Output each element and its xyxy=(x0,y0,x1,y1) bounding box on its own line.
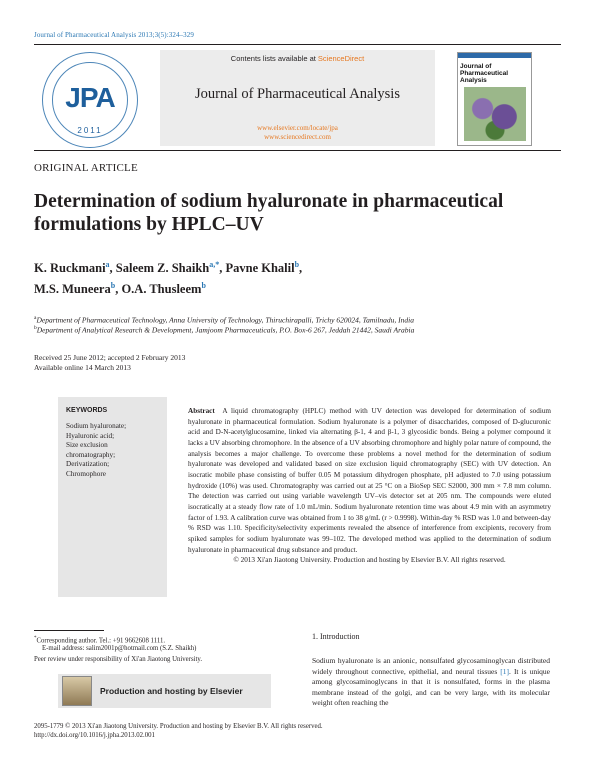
keyword: Size exclusion xyxy=(66,441,108,449)
footnote-rule xyxy=(34,630,104,631)
corresponding-text: Corresponding author. Tel.: +91 9662608 1111. xyxy=(36,637,166,645)
keywords-list xyxy=(66,422,161,479)
affiliation-mark: b xyxy=(34,325,37,331)
journal-title: Journal of Pharmaceutical Analysis xyxy=(195,86,400,102)
peer-review-note: Peer review under responsibility of Xi'an Jiaotong University. xyxy=(34,656,203,663)
header-rule-top xyxy=(34,44,561,45)
author-affil-mark[interactable]: b xyxy=(201,281,206,291)
abstract-label: Abstract xyxy=(188,407,215,415)
keyword: Hyaluronic acid; xyxy=(66,431,115,440)
keyword: Sodium hyaluronate; xyxy=(66,422,127,430)
journal-citation: Journal of Pharmaceutical Analysis 2013;3(5):324–329 xyxy=(34,31,194,39)
affiliation xyxy=(34,314,564,325)
section-heading: 1. Introduction xyxy=(312,632,360,641)
cover-title: Journal of Pharmaceutical Analysis xyxy=(460,63,509,84)
cover-flower-image xyxy=(464,87,526,141)
affiliation-text: Department of Analytical Research & Development, Jamjoom Pharmaceuticals, P.O. Box-6 267, Jeddah 21442, Saudi Arabia xyxy=(36,325,415,335)
affiliation-mark: a xyxy=(34,315,37,321)
author-name: Pavne Khalil xyxy=(225,261,295,276)
elsevier-banner-text: Production and hosting by Elsevier xyxy=(100,686,243,696)
contents-prefix: Contents lists available at xyxy=(230,54,318,63)
elsevier-tree-icon xyxy=(62,676,92,706)
doi-link[interactable]: http://dx.doi.org/10.1016/j.jpha.2013.02.001 xyxy=(34,732,155,739)
article-title: Determination of sodium hyaluronate in pharmaceutical formulations by HPLC–UV xyxy=(34,191,504,235)
contents-line xyxy=(160,54,435,63)
author-name: K. Ruckmani xyxy=(34,261,106,276)
journal-url-sciencedirect[interactable]: www.sciencedirect.com xyxy=(264,133,331,141)
journal-seal-logo: JPA xyxy=(65,82,115,113)
author-separator: , xyxy=(109,261,116,276)
abstract-text: A liquid chromatography (HPLC) method with UV detection was developed for determination of sodium hyaluronate in pharmaceutical formulation. Sodium hyaluronate is a polymer of disaccharides, composed of D-glucuronic acid and D-N-acetylglucosamine, linked via alternating β-1, 4 and β-1, 3 glycosidic bonds. Being a polymer compound it lacks a UV absorbing chromophore. In the absence of a UV absorbing chromophore and highly polar nature of compound, the analysis becomes a major challenge. To overcome these problems a novel method for the determination of sodium hyaluronate was developed and validated based on size exclusion liquid chromatography (SEC) with UV detection. An isocratic mobile phase consisting of buffer 0.05 M potassium dihydrogen phosphate, pH adjusted to 7.0 using potassium hydroxide (10%) was used. Chromatography was carried out at 25 °C on a BioSep SEC S2000, 300 mm × 7.8 mm column. The detection was carried out using variable wavelength UV–vis detector set at 205 nm. The compounds were eluted isocratically at a steady flow rate of 1.0 mL/min. Sodium hyaluronate retention time was about 4.9 min with an asymmetry factor of 1.93. A calibration curve was obtained from 1 to 38 g/mL (r > 0.9998). Within-day % RSD was 1.0 and between-day % RSD was 1.10. Specificity/selectivity experiments revealed the absence of interference from excipients, recovery from spiked samples for sodium hyaluronate was 99–102. The developed method was applied to the determination of sodium hyaluronate in pharmaceutical drug substance and product. xyxy=(188,407,552,554)
journal-seal-year: 2011 xyxy=(77,126,103,135)
reference-link[interactable]: [1] xyxy=(500,666,510,676)
author-name: Saleem Z. Shaikh xyxy=(115,261,210,276)
header-rule-bottom xyxy=(34,150,561,151)
author-separator: , xyxy=(115,282,122,297)
author-list xyxy=(34,256,564,298)
keyword: Chromophore xyxy=(66,469,106,478)
intro-text: Sodium hyaluronate is an anionic, nonsulfated glycosaminoglycan distributed widely throughout connective, epithelial, and neural tissues xyxy=(312,656,550,676)
author-separator: , xyxy=(219,261,226,276)
intro-paragraph xyxy=(312,656,550,709)
intro-text-cont: . It is unique among glycosaminoglycans in that it is nonsulfated, forms in the plasma membrane instead of the golgi, and can be very large, with its molecular weight often reaching the xyxy=(312,666,551,708)
keywords-title: KEYWORDS xyxy=(66,407,108,414)
journal-url-elsevier[interactable]: www.elsevier.com/locate/jpa xyxy=(257,124,338,132)
author-name: O.A. Thusleem xyxy=(121,282,202,297)
author-name: M.S. Muneera xyxy=(34,282,111,297)
journal-cover-thumbnail xyxy=(457,52,532,146)
abstract xyxy=(188,406,551,566)
cover-top-bar xyxy=(458,53,531,58)
affiliation xyxy=(34,324,564,335)
sciencedirect-link[interactable]: ScienceDirect xyxy=(317,54,365,63)
affiliation-text: Department of Pharmaceutical Technology, Anna University of Technology, Thiruchirapalli, Trichy 620024, Tamilnadu, India xyxy=(36,315,415,325)
author-affil-mark[interactable]: a xyxy=(105,260,110,269)
author-affil-mark[interactable]: b xyxy=(110,281,116,291)
page-footer xyxy=(34,722,561,740)
article-dates xyxy=(34,353,185,373)
keyword: chromatography; xyxy=(66,450,116,459)
article-type: ORIGINAL ARTICLE xyxy=(34,162,138,174)
issn-line: 2095-1779 © 2013 Xi'an Jiaotong University. Production and hosting by Elsevier B.V. All rights reserved. xyxy=(34,723,323,730)
received-date: Received 25 June 2012; accepted 2 February 2013 xyxy=(34,353,186,362)
abstract-copyright: © 2013 Xi'an Jiaotong University. Production and hosting by Elsevier B.V. All rights reserved. xyxy=(233,556,506,565)
email-note[interactable]: E-mail address: salim2001p@hotmail.com (S.Z. Shaikh) xyxy=(42,645,197,652)
keyword: Derivatization; xyxy=(66,460,110,468)
available-date: Available online 14 March 2013 xyxy=(34,363,131,372)
corresponding-mark: * xyxy=(34,636,37,641)
author-affil-mark[interactable]: a,* xyxy=(209,260,220,269)
author-separator: , xyxy=(299,261,303,276)
author-affil-mark[interactable]: b xyxy=(294,260,300,269)
